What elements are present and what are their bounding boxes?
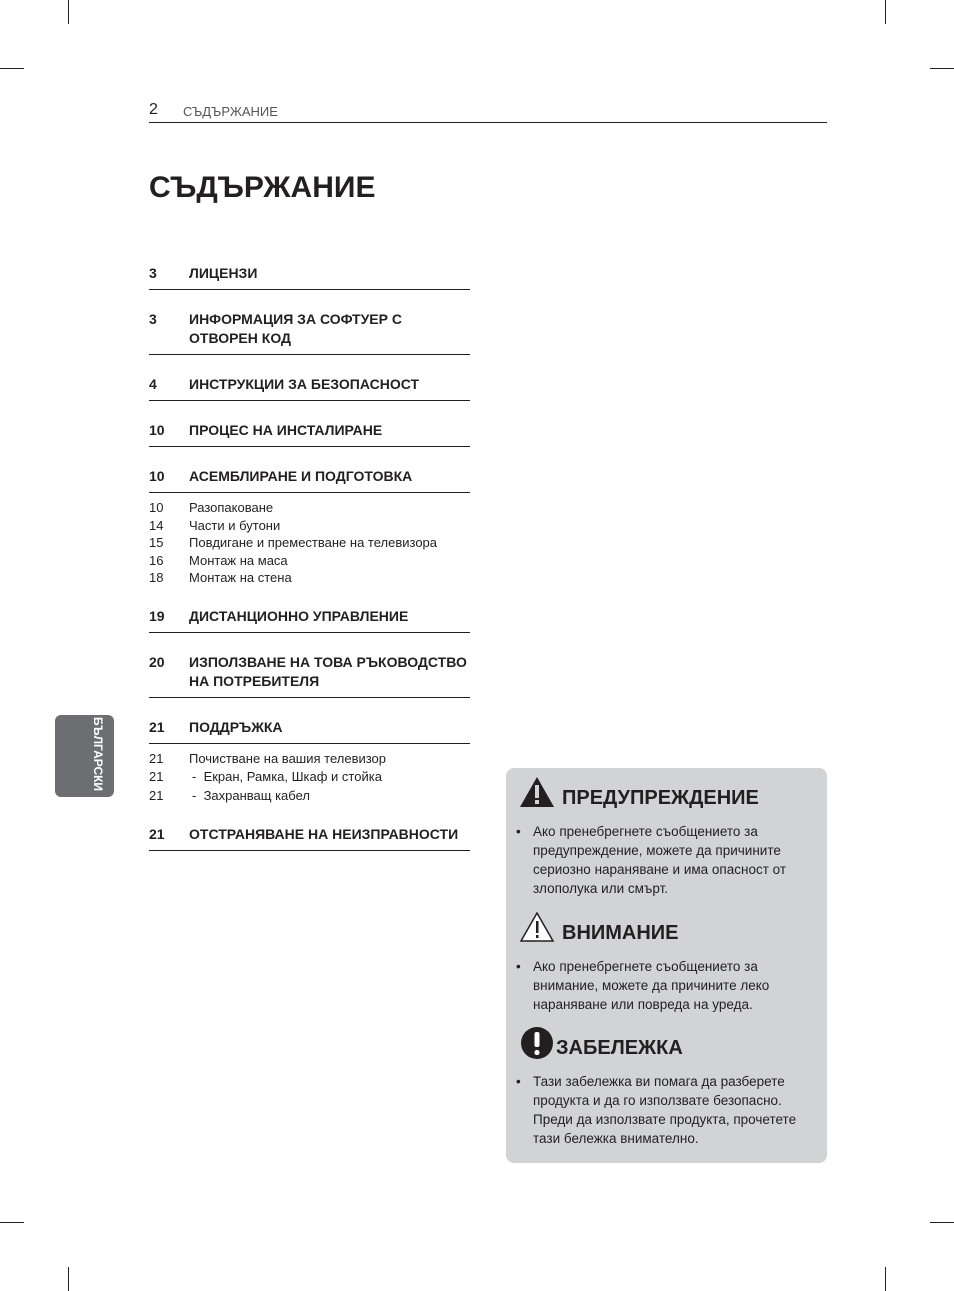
- toc-subentry-label: Монтаж на стена: [189, 570, 292, 585]
- toc-subentry[interactable]: [149, 517, 470, 535]
- toc-subentry-page: 21: [149, 788, 164, 803]
- toc-section: [149, 718, 470, 806]
- toc-subentry-page: 10: [149, 500, 164, 515]
- toc-heading: ИНФОРМАЦИЯ ЗА СОФТУЕР С ОТВОРЕН КОД: [189, 311, 402, 346]
- toc-subentry-label: Почистване на вашия телевизор: [189, 750, 387, 766]
- toc-page-number: 3: [149, 311, 157, 327]
- toc-subentry-label: Повдигане и преместване на телевизора: [189, 535, 438, 550]
- toc-page-number: 10: [149, 468, 165, 484]
- notice-box: [506, 768, 827, 1163]
- toc-page-number: 10: [149, 422, 165, 438]
- toc-entry[interactable]: [149, 421, 470, 447]
- caution-outline-icon: [519, 911, 555, 943]
- language-tab: [55, 715, 114, 797]
- page-header: [149, 101, 827, 123]
- toc-subentry[interactable]: [149, 499, 470, 517]
- toc-subentry-label: Разопаковане: [189, 500, 274, 515]
- toc-subentry[interactable]: [149, 767, 470, 786]
- caution-text: • Ако пренебрегнете съобщението за внимание, можете да причините леко нараняване или повреда на уреда.: [516, 957, 816, 1014]
- toc-section: [149, 467, 470, 587]
- toc-subentry[interactable]: [149, 552, 470, 570]
- toc-section: [149, 607, 470, 633]
- toc-entry[interactable]: [149, 653, 470, 698]
- toc-heading: ОТСТРАНЯВАНЕ НА НЕИЗПРАВНОСТИ: [189, 826, 459, 842]
- toc-subitems: [149, 750, 470, 806]
- table-of-contents: [149, 264, 470, 871]
- toc-subentry-page: 18: [149, 570, 164, 585]
- toc-entry[interactable]: [149, 607, 470, 633]
- crop-mark: [885, 0, 886, 24]
- toc-subentry[interactable]: [149, 750, 470, 768]
- toc-subentry-page: 21: [149, 769, 164, 784]
- crop-mark: [0, 1222, 24, 1223]
- toc-section: [149, 375, 470, 401]
- toc-subentry-page: 21: [149, 750, 164, 766]
- toc-subentry-page: 14: [149, 517, 164, 533]
- toc-subentry[interactable]: [149, 786, 470, 805]
- toc-page-number: 21: [149, 826, 165, 842]
- toc-heading: ПРОЦЕС НА ИНСТАЛИРАНЕ: [189, 422, 383, 438]
- toc-subentry-label: - Захранващ кабел: [189, 786, 310, 805]
- toc-subentry-label: Монтаж на маса: [189, 552, 288, 568]
- toc-entry[interactable]: [149, 467, 470, 493]
- toc-entry[interactable]: [149, 264, 470, 290]
- toc-page-number: 4: [149, 376, 157, 392]
- toc-entry[interactable]: [149, 310, 470, 355]
- note-title: ЗАБЕЛЕЖКА: [556, 1037, 683, 1059]
- warning-note: [516, 776, 816, 898]
- toc-entry[interactable]: [149, 718, 470, 744]
- crop-mark: [930, 68, 954, 69]
- toc-heading: ПОДДРЪЖКА: [189, 718, 283, 735]
- note-text: • Тази забележка ви помага да разберете продукта и да го използвате безопасно. Преди да използвате продукта, прочетете тази бележка внимателно.: [516, 1072, 816, 1148]
- toc-subentry[interactable]: [149, 534, 470, 552]
- crop-mark: [0, 68, 24, 69]
- toc-entry[interactable]: [149, 825, 470, 851]
- crop-mark: [885, 1267, 886, 1291]
- note-exclamation-icon: [519, 1026, 555, 1062]
- toc-heading: АСЕМБЛИРАНЕ И ПОДГОТОВКА: [189, 468, 413, 484]
- toc-page-number: 19: [149, 607, 165, 624]
- toc-heading: ЛИЦЕНЗИ: [189, 265, 258, 281]
- toc-section: [149, 421, 470, 447]
- toc-section: [149, 653, 470, 698]
- toc-page-number: 21: [149, 718, 165, 735]
- running-title: СЪДЪРЖАНИЕ: [183, 104, 278, 119]
- toc-page-number: 20: [149, 653, 165, 670]
- caution-title: ВНИМАНИЕ: [562, 922, 679, 944]
- crop-mark: [930, 1222, 954, 1223]
- toc-entry[interactable]: [149, 375, 470, 401]
- crop-mark: [68, 1267, 69, 1291]
- toc-subentry[interactable]: [149, 569, 470, 587]
- toc-subentry-label: - Екран, Рамка, Шкаф и стойка: [189, 767, 382, 786]
- toc-heading: ИЗПОЛЗВАНЕ НА ТОВА РЪКОВОДСТВО НА ПОТРЕБИТЕЛЯ: [189, 653, 467, 689]
- toc-page-number: 3: [149, 265, 157, 281]
- toc-section: [149, 264, 470, 290]
- toc-heading: ИНСТРУКЦИИ ЗА БЕЗОПАСНОСТ: [189, 376, 420, 392]
- warning-title: ПРЕДУПРЕЖДЕНИЕ: [562, 787, 759, 809]
- toc-section: [149, 310, 470, 355]
- language-tab-label: БЪЛГАРСКИ: [91, 717, 105, 792]
- caution-note: [516, 911, 816, 1014]
- toc-subentry-page: 15: [149, 535, 164, 550]
- page-number: 2: [149, 101, 158, 118]
- page-title: СЪДЪРЖАНИЕ: [149, 171, 376, 204]
- crop-mark: [68, 0, 69, 24]
- toc-subentry-label: Части и бутони: [189, 517, 281, 533]
- toc-subentry-page: 16: [149, 552, 164, 568]
- warning-filled-icon: [519, 776, 555, 808]
- toc-section: [149, 825, 470, 851]
- toc-subitems: [149, 499, 470, 587]
- note-note: [516, 1026, 816, 1148]
- warning-text: • Ако пренебрегнете съобщението за предупреждение, можете да причините сериозно нараняване и има опасност от злополука или смърт.: [516, 822, 816, 898]
- toc-heading: ДИСТАНЦИОННО УПРАВЛЕНИЕ: [189, 607, 409, 624]
